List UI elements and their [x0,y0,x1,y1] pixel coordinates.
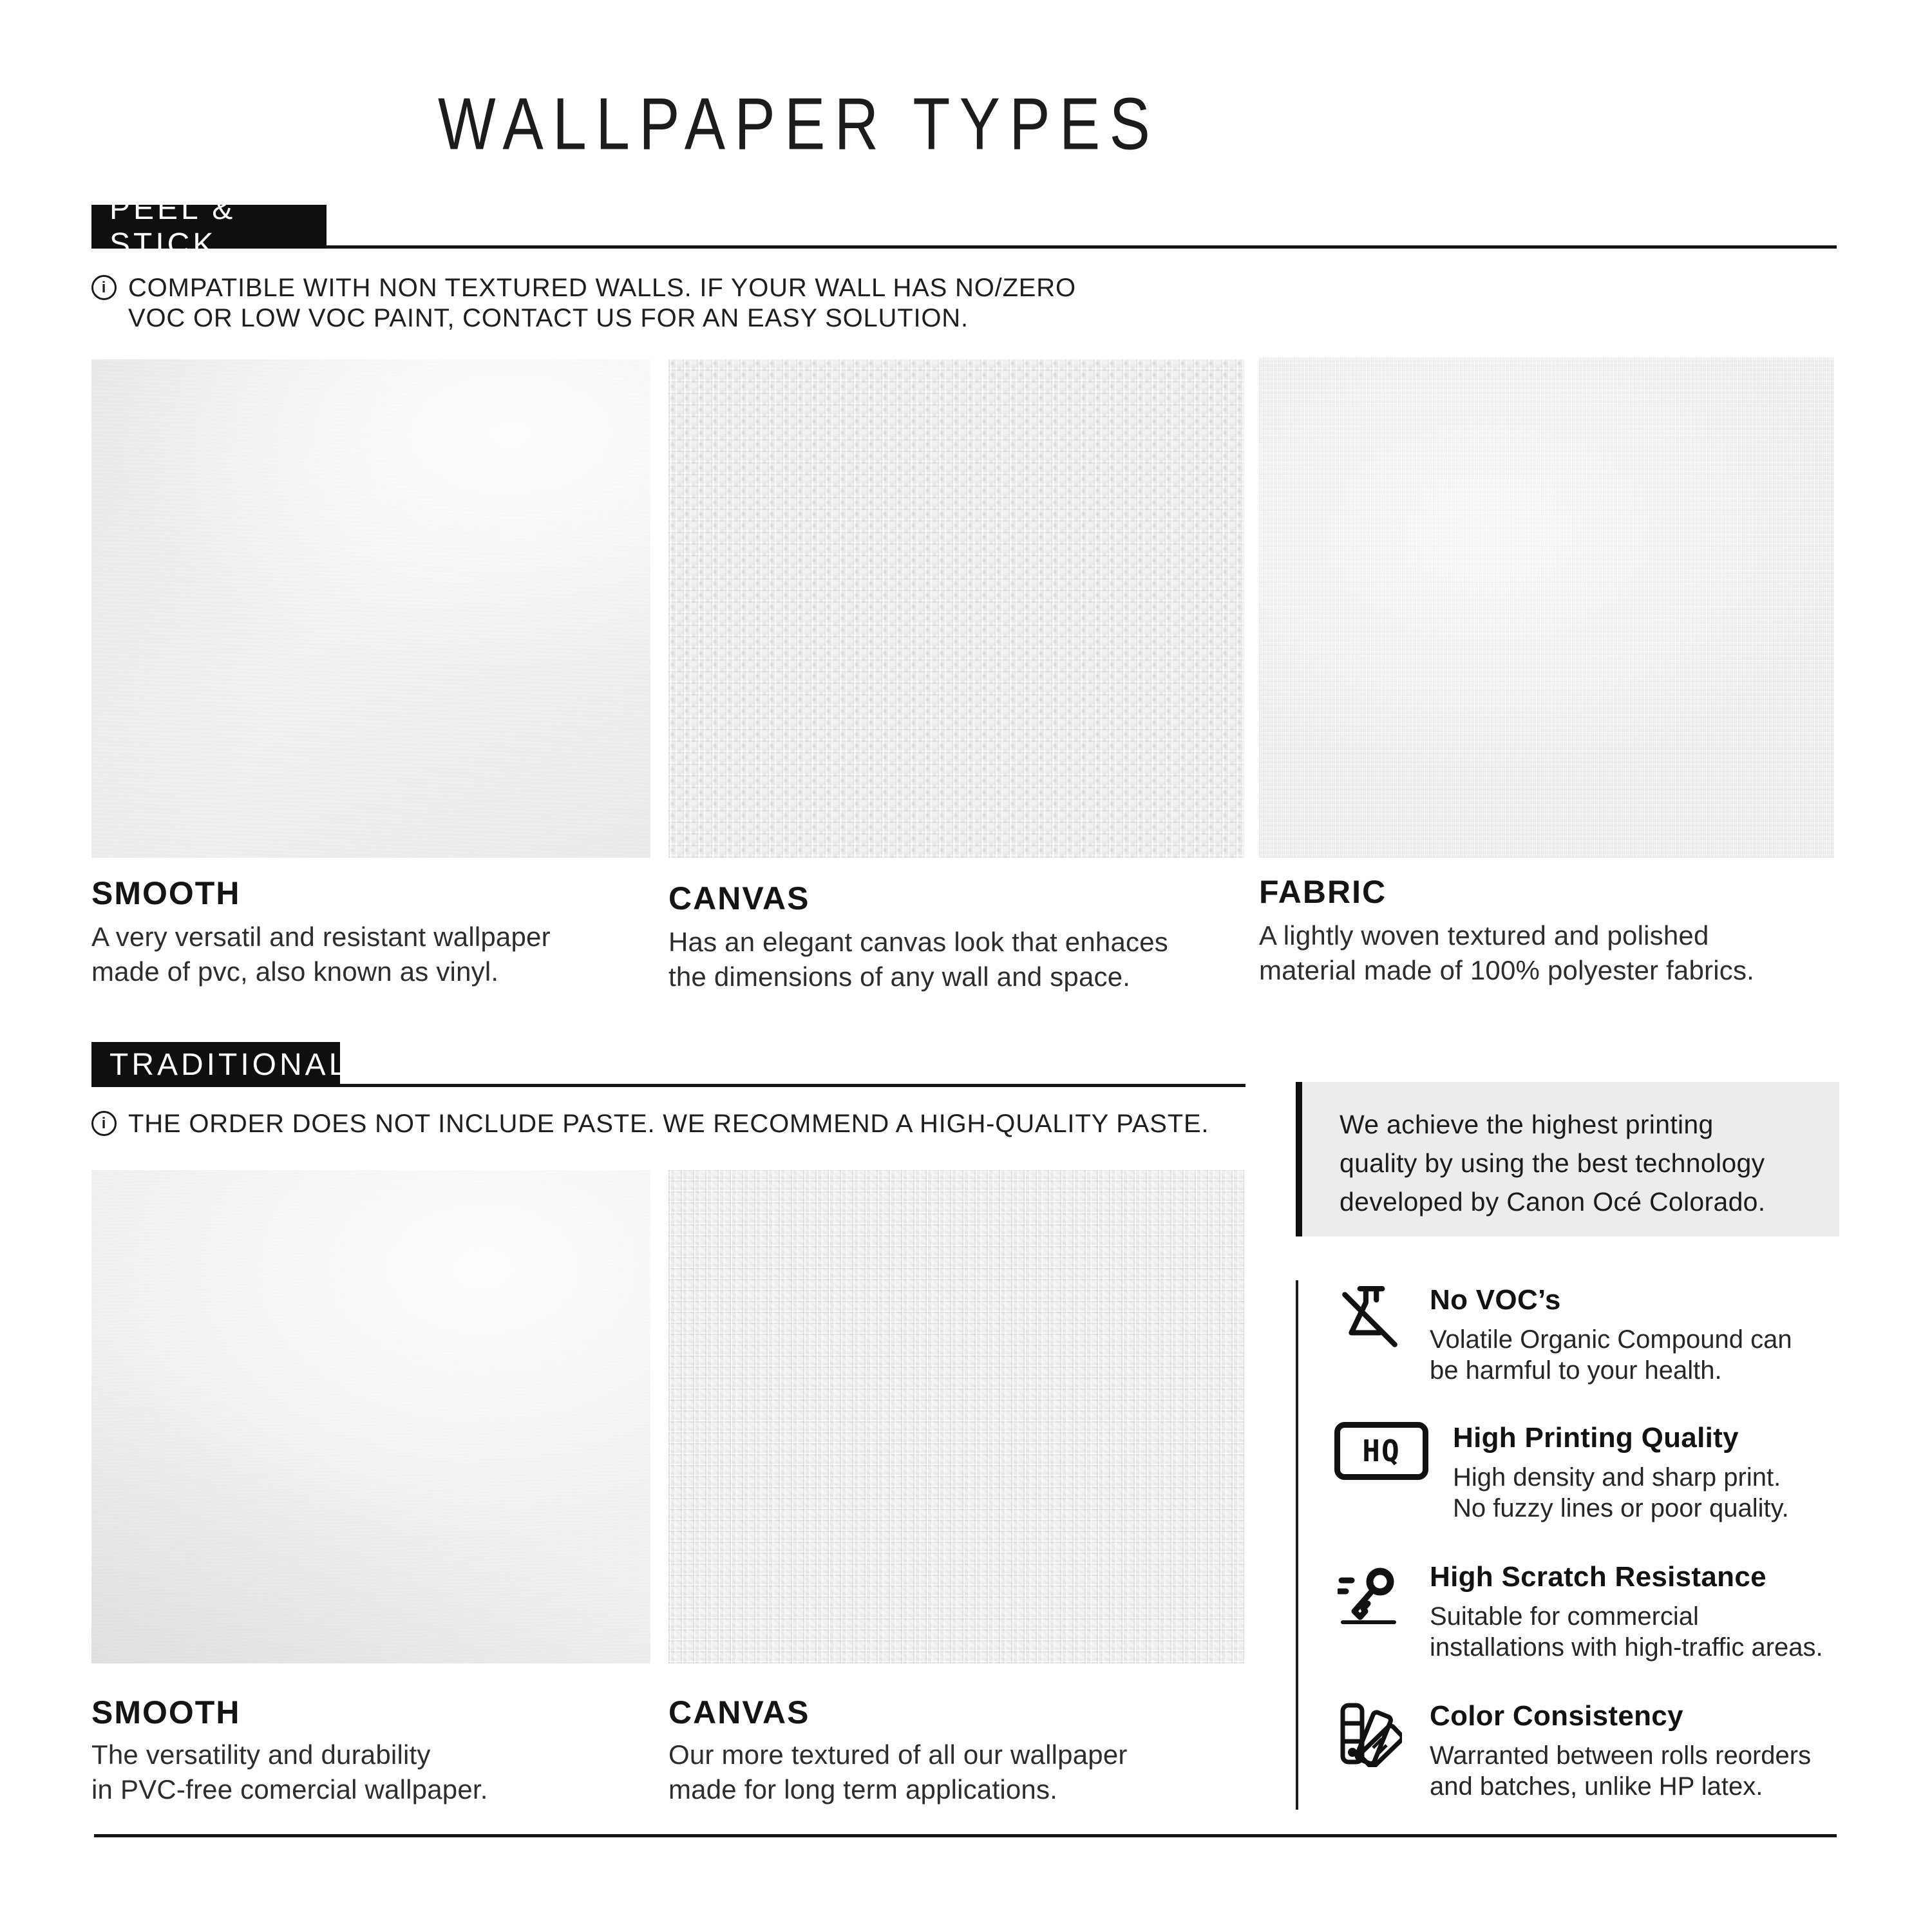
no-voc-flask-icon [1334,1284,1405,1386]
feature-high-scratch-resistance [1334,1561,1823,1663]
feature-title: High Printing Quality [1453,1422,1739,1454]
traditional-note [91,1109,1209,1139]
swatch-image-peel-stick-smooth [91,359,650,858]
desc-line: be harmful to your health. [1430,1356,1722,1385]
swatch-image-peel-stick-canvas [668,359,1244,858]
feature-high-printing-quality [1334,1422,1789,1524]
feature-description [1430,1324,1792,1386]
feature-title: Color Consistency [1430,1700,1683,1732]
note-text: THE ORDER DOES NOT INCLUDE PASTE. WE RECOMMEND A HIGH-QUALITY PASTE. [128,1110,1209,1138]
callout-line: quality by using the best technology [1340,1148,1765,1178]
swatch-image-traditional-canvas [668,1170,1244,1663]
swatch-image-traditional-smooth [91,1170,650,1663]
section-rule-traditional [340,1084,1245,1087]
desc-line: Has an elegant canvas look that enhaces [668,927,1168,957]
note-text [128,273,1076,334]
features-divider [1296,1280,1298,1810]
callout-line: We achieve the highest printing [1340,1110,1714,1139]
desc-line: installations with high-traffic areas. [1430,1633,1823,1662]
swatchbook-icon [1334,1700,1405,1802]
swatch-label: CANVAS [668,1694,810,1730]
feature-text [1430,1284,1792,1386]
feature-description [1430,1740,1811,1802]
desc-line: made of pvc, also known as vinyl. [91,956,499,987]
desc-line: High density and sharp print. [1453,1463,1781,1492]
desc-line: Volatile Organic Compound can [1430,1325,1792,1354]
hq-badge-icon [1334,1422,1428,1524]
desc-line: in PVC-free comercial wallpaper. [91,1774,488,1804]
desc-line: No fuzzy lines or poor quality. [1453,1494,1789,1522]
desc-line: Our more textured of all our wallpaper [668,1739,1128,1770]
section-badge-label: TRADITIONAL [109,1047,350,1082]
section-badge-peel-stick [91,192,327,261]
note-line: VOC OR LOW VOC PAINT, CONTACT US FOR AN EASY SOLUTION. [128,304,969,332]
peel-stick-note [91,273,1076,334]
swatch-image-peel-stick-fabric [1259,357,1834,858]
swatch-label: CANVAS [668,880,810,916]
note-line: COMPATIBLE WITH NON TEXTURED WALLS. IF YOUR WALL HAS NO/ZERO [128,274,1076,302]
info-icon: i [91,275,117,300]
desc-line: material made of 100% polyester fabrics. [1259,955,1755,985]
swatch-description [668,1738,1128,1807]
section-badge-traditional [91,1042,350,1087]
swatch-description [1259,918,1754,988]
swatch-description [91,1738,488,1807]
printing-quality-callout [1296,1082,1839,1236]
hq-label: HQ [1362,1434,1401,1468]
feature-text [1453,1422,1789,1524]
feature-title: High Scratch Resistance [1430,1561,1766,1593]
desc-line: the dimensions of any wall and space. [668,961,1131,992]
desc-line: and batches, unlike HP latex. [1430,1772,1763,1801]
swatch-description [91,920,551,989]
section-rule-peel-stick [327,245,1837,249]
swatch-label: FABRIC [1259,874,1387,910]
feature-color-consistency [1334,1700,1811,1802]
page-title: WALLPAPER TYPES [438,83,1160,166]
section-badge-label: PEEL & STICK [109,192,236,261]
desc-line: Suitable for commercial [1430,1602,1699,1631]
feature-title: No VOC’s [1430,1284,1561,1316]
desc-line: Warranted between rolls reorders [1430,1741,1812,1770]
callout-line: developed by Canon Océ Colorado. [1340,1187,1766,1217]
swatch-label: SMOOTH [91,1694,241,1730]
info-icon: i [91,1111,117,1136]
desc-line: made for long term applications. [668,1774,1058,1804]
desc-line: The versatility and durability [91,1739,431,1770]
feature-text [1430,1700,1811,1802]
desc-line: A lightly woven textured and polished [1259,920,1709,951]
desc-line: A very versatil and resistant wallpaper [91,922,551,952]
swatch-label: SMOOTH [91,875,241,911]
feature-description [1430,1601,1823,1663]
key-icon [1334,1561,1405,1663]
feature-description [1453,1462,1789,1524]
bottom-rule [94,1834,1837,1837]
feature-no-voc [1334,1284,1792,1386]
swatch-description [668,925,1168,994]
feature-text [1430,1561,1823,1663]
